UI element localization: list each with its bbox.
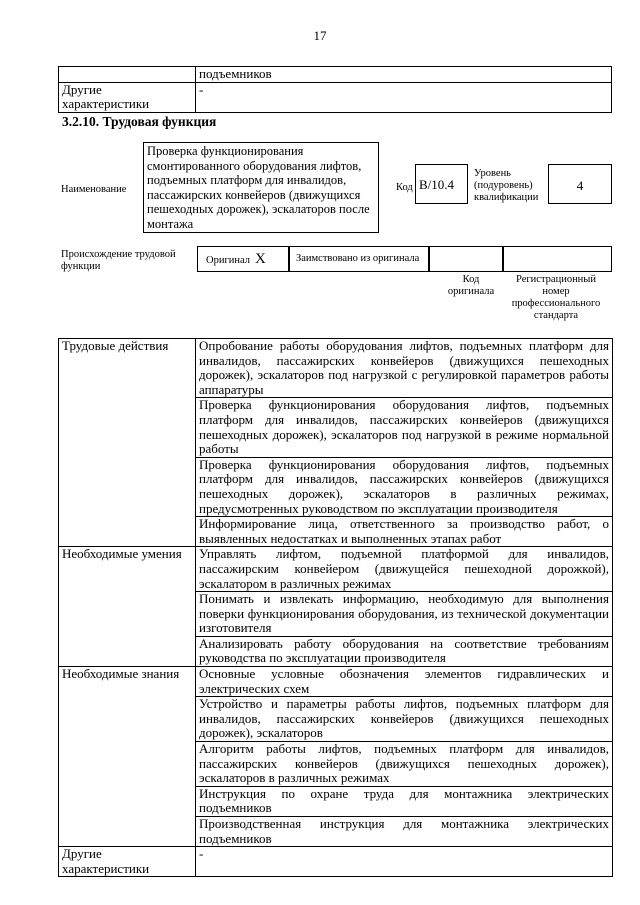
table-cell: -: [196, 82, 612, 112]
original-mark: X: [255, 251, 266, 267]
table-row: [59, 67, 612, 83]
table-cell: Проверка функционирования оборудования лифтов, подъемных платформ для инвалидов, пассажирских конвейеров (движущихся пешеходных дорожек), эскалаторов в различных режимах, предусмотренных руководством по эксплуатации производителя: [196, 457, 613, 516]
table-cell: Алгоритм работы лифтов, подъемных платформ для инвалидов, пассажирских конвейеров (движущихся пешеходных дорожек), эскалаторов в различных режимах: [196, 742, 613, 787]
level-value: 4: [548, 164, 612, 204]
section-heading: 3.2.10. Трудовая функция: [62, 114, 217, 129]
table-cell: -: [196, 847, 613, 877]
table-cell: Производственная инструкция для монтажника электрических подъемников: [196, 817, 613, 847]
table-cell: Анализировать работу оборудования на соответствие требованиям руководства по эксплуатации производителя: [196, 636, 613, 666]
reg-number-cell: [503, 246, 612, 272]
page-number: 17: [313, 28, 327, 43]
table-cell: Управлять лифтом, подъемной платформой для инвалидов, пассажирским конвейером (движущейся пешеходной дорожкой), эскалатором в различных режимах: [196, 547, 613, 592]
code-original-cell: [429, 246, 503, 272]
original-label: Оригинал: [206, 255, 250, 266]
table-cell: Опробование работы оборудования лифтов, подъемных платформ для инвалидов, пассажирских конвейеров (движущихся пешеходных дорожек), эскалаторов под нагрузкой с регулировкой параметров работы аппаратуры: [196, 339, 613, 398]
borrowed-label: Заимствовано из оригинала: [296, 253, 420, 264]
table-cell: Проверка функционирования оборудования лифтов, подъемных платформ для инвалидов, пассажирских конвейеров (движущихся пешеходных дорожек), эскалаторов под нагрузкой в режиме нормальной работы: [196, 398, 613, 457]
table-cell: Инструкция по охране труда для монтажника электрических подъемников: [196, 786, 613, 816]
table-cell: [59, 67, 196, 83]
group-label: Трудовые действия: [59, 339, 196, 547]
group-label: Другие характеристики: [59, 847, 196, 877]
original-cell: [197, 246, 289, 272]
group-label: Необходимые знания: [59, 667, 196, 847]
table-cell: Устройство и параметры работы лифтов, подъемных платформ для инвалидов, пассажирских конвейеров (движущихся пешеходных дорожек), эскалаторов: [196, 697, 613, 742]
table-row: [59, 82, 612, 112]
table-cell: Другие характеристики: [59, 82, 196, 112]
table-row: [59, 339, 613, 398]
table-row: [59, 547, 613, 592]
name-value: Проверка функционирования смонтированного оборудования лифтов, подъемных платформ для инвалидов, пассажирских конвейеров (движущихся пешеходных дорожек), эскалаторов после монтажа: [143, 142, 379, 233]
table-row: [59, 667, 613, 697]
group-label: Необходимые умения: [59, 547, 196, 667]
table-cell: подъемников: [196, 67, 612, 83]
origin-label: Происхождение трудовой функции: [61, 249, 176, 272]
code-value: B/10.4: [415, 164, 468, 204]
table-cell: Основные условные обозначения элементов гидравлических и электрических схем: [196, 667, 613, 697]
table-cell: Понимать и извлекать информацию, необходимую для выполнения поверки функционирования оборудования, из технической документации изготовителя: [196, 592, 613, 637]
code-original-caption: Код оригинала: [447, 274, 495, 297]
table-cell: Информирование лица, ответственного за производство работ, о выявленных недостатках и выполненных этапах работ: [196, 517, 613, 547]
table-row: [59, 847, 613, 877]
code-label: Код: [396, 182, 413, 193]
borrowed-cell: [289, 246, 429, 272]
level-label: Уровень (подуровень) квалификации: [474, 168, 539, 203]
labor-function-table: [58, 338, 613, 877]
top-table: [58, 66, 612, 113]
name-label: Наименование: [61, 184, 127, 195]
reg-number-caption: Регистрационный номер профессионального стандарта: [511, 274, 601, 321]
